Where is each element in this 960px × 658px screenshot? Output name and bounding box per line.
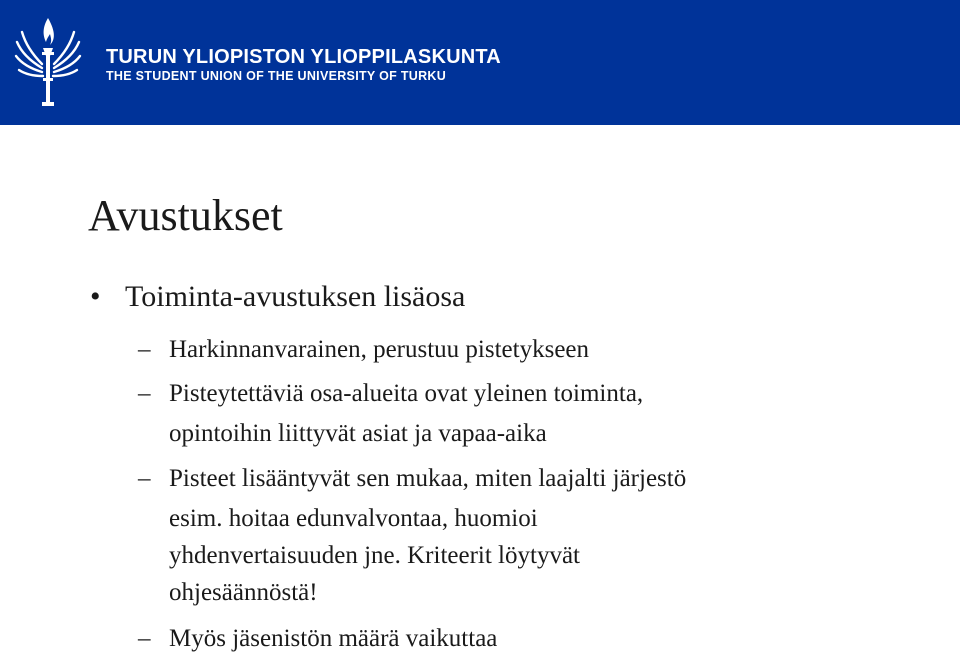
sub-item-marker: – <box>138 625 151 652</box>
sub-item-line: ohjesäännöstä! <box>169 579 318 606</box>
sub-item-line: Myös jäsenistön määrä vaikuttaa <box>169 625 498 652</box>
bullet-text: Toiminta-avustuksen lisäosa <box>125 280 466 313</box>
torch-wings-emblem-icon <box>12 12 84 112</box>
sub-item-line: yhdenvertaisuuden jne. Kriteerit löytyvät <box>169 542 580 569</box>
sub-item-line: Harkinnanvarainen, perustuu pistetykseen <box>169 336 590 363</box>
bullet-marker: • <box>90 280 101 313</box>
sub-item-line: Pisteytettäviä osa-alueita ovat yleinen toiminta, <box>169 380 644 407</box>
sub-item-marker: – <box>138 465 151 492</box>
org-name-finnish: TURUN YLIOPISTON YLIOPPILASKUNTA <box>106 46 501 68</box>
sub-item-marker: – <box>138 380 151 407</box>
sub-item-line: esim. hoitaa edunvalvontaa, huomioi <box>169 505 538 532</box>
header-bar <box>0 0 960 125</box>
org-name-english: THE STUDENT UNION OF THE UNIVERSITY OF TURKU <box>106 69 447 83</box>
sub-item-line: Pisteet lisääntyvät sen mukaa, miten laajalti järjestö <box>169 465 687 492</box>
slide-title: Avustukset <box>88 191 283 240</box>
sub-item-marker: – <box>138 336 151 363</box>
sub-item-line: opintoihin liittyvät asiat ja vapaa-aika <box>169 420 547 447</box>
